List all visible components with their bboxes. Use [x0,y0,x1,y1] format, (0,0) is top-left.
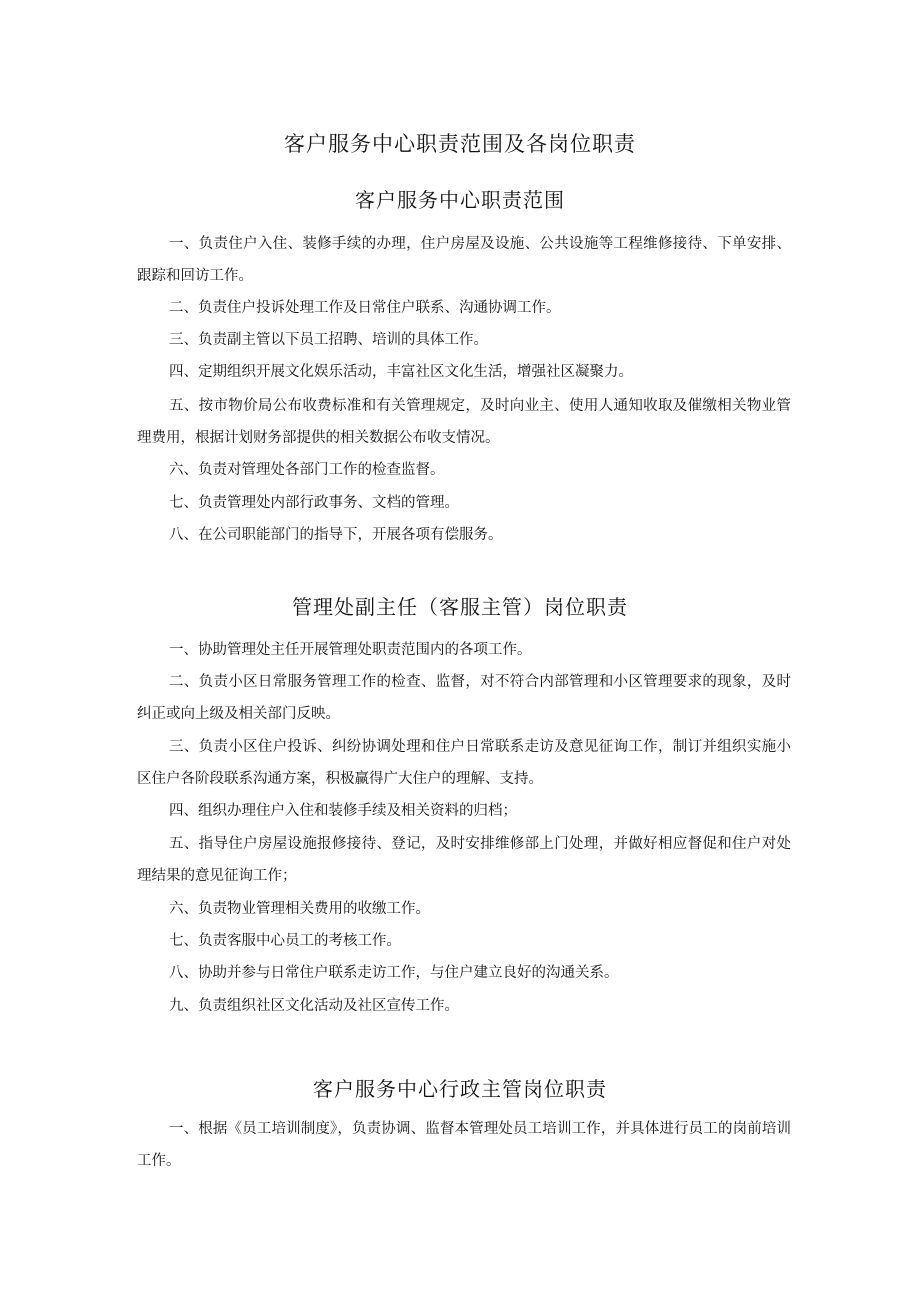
scope-item-2: 二、负责住户投诉处理工作及日常住户联系、沟通协调工作。 [169,300,561,316]
scope-item-4: 四、定期组织开展文化娱乐活动，丰富社区文化生活，增强社区凝聚力。 [169,364,633,380]
scope-item-8: 八、在公司职能部门的指导下，开展各项有偿服务。 [169,527,503,543]
deputy-item-7: 七、负责客服中心员工的考核工作。 [169,933,401,949]
document-title: 客户服务中心职责范围及各岗位职责 [284,132,636,156]
scope-item-7: 七、负责管理处内部行政事务、文档的管理。 [169,495,459,511]
deputy-item-8: 八、协助并参与日常住户联系走访工作，与住户建立良好的沟通关系。 [169,965,619,981]
deputy-item-3: 三、负责小区住户投诉、纠纷协调处理和住户日常联系走访及意见征询工作，制订并组织实施小区住户各阶段联系沟通方案，积极赢得广大住户的理解、支持。 [137,739,791,787]
deputy-item-1: 一、协助管理处主任开展管理处职责范围内的各项工作。 [169,642,532,658]
scope-item-5: 五、按市物价局公布收费标准和有关管理规定，及时向业主、使用人通知收取及催缴相关物业管理费用，根据计划财务部提供的相关数据公布收支情况。 [137,398,791,446]
deputy-item-5: 五、指导住户房屋设施报修接待、登记，及时安排维修部上门处理，并做好相应督促和住户对处理结果的意见征询工作； [137,836,791,884]
deputy-item-4: 四、组织办理住户入住和装修手续及相关资料的归档； [169,803,517,819]
scope-item-1: 一、负责住户入住、装修手续的办理，住户房屋及设施、公共设施等工程维修接待、下单安排、跟踪和回访工作。 [137,236,791,284]
scope-item-3: 三、负责副主管以下员工招聘、培训的具体工作。 [169,332,488,348]
deputy-item-6: 六、负责物业管理相关费用的收缴工作。 [169,901,430,917]
scope-item-6: 六、负责对管理处各部门工作的检查监督。 [169,462,445,478]
section-title-scope: 客户服务中心职责范围 [355,188,565,212]
deputy-item-9: 九、负责组织社区文化活动及社区宣传工作。 [169,998,459,1014]
admin-item-1: 一、根据《员工培训制度》，负责协调、监督本管理处员工培训工作，并具体进行员工的岗前培训工作。 [137,1121,791,1169]
deputy-item-2: 二、负责小区日常服务管理工作的检查、监督，对不符合内部管理和小区管理要求的现象，及时纠正或向上级及相关部门反映。 [137,674,791,722]
section-title-deputy-director: 管理处副主任（客服主管）岗位职责 [292,595,628,619]
section-title-admin-supervisor: 客户服务中心行政主管岗位职责 [313,1077,607,1101]
